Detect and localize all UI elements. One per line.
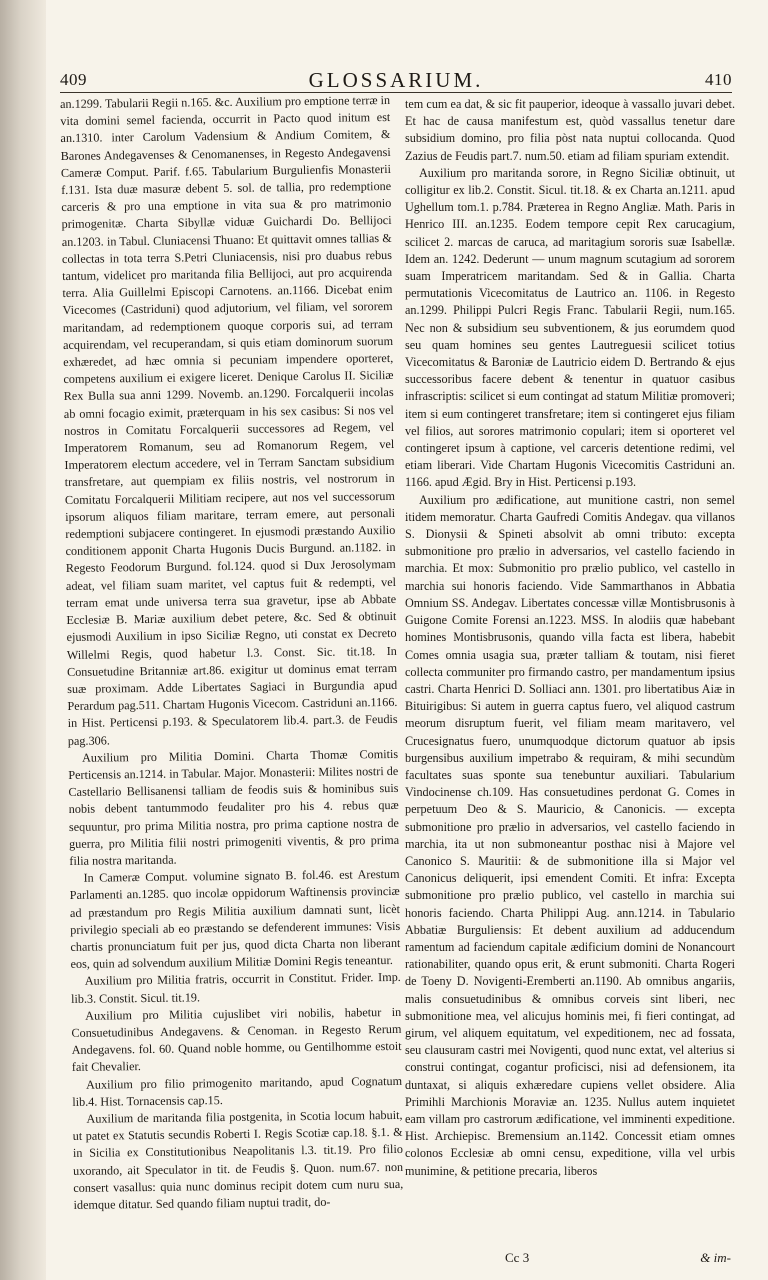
right-paragraph: Auxilium pro ædificatione, aut munitione castri, non semel itidem memoratur. Charta Gaufredi Comitis Andegav. qua villanos S. Dionysii & Spineti absolvit ab omni tributo: excepta submonitione pro prælio in adversarios, vel castello faciendo in marchia. Et mox: Submonitio pro prælio publico, vel castello in marchia sui honoris faciendo. Vide Sammarthanos in Abbatia Omnium SS. Andegav. Libertates concessæ villæ Montisbrusonis à Guigone Comite Forensi an.1223. MSS. In alodiis quæ habebant homines Montisbrusonis, quando villa facta est libera, habebit Comes omnia usagia sua, præter talliam & toutam, nisi fieret collecta communiter pro firmando castro, per mandamentum ipsius castri. Charta Henrici D. Solliaci ann. 1301. pro libertatibus Aiæ in Bituirigibus: Si autem in guerra captus fuero, vel aliquod castrum meorum disruptum fuerit, vel filiam meam maritavero, vel Crucesignatus fuero, unumquodque dictorum quatuor ab ipsis burgensibus auxilium impetrabo & requiram, & mihi secundùm facultates suas sponte sua tenebuntur auxiliari. Tabularium Vindocinense ch.109. Has consuetudines perdonat G. Comes in perpetuum Deo & S. Mauricio, & Canonicis. — excepta submonitione pro prælio in adversarios, vel castello faciendo in marchia, ita ut non submoneantur posthac nisi à Majore vel Canonico S. Mauritii: & de submonitione illa si Major vel Canonicus deliquerit, ipsi emendent Comiti. Et infra: Excepta submonitione pro prælio publico, vel castello in marchia sui honoris faciendo. Charta Philippi Aug. ann.1214. in Tabulario Abbatiæ Burguliensis: Et debent auxilium ad adducendum ramentum ad faciendum capitale ædificium domini de Nonancourt rationabiliter, quando opus erit, & erunt submoniti. Charta Rogeri de Toeny D. Novigenti-Eremberti an.1190. Ab omnibus angariis, malis consuetudinibus & omnibus corveis sint liberi, nec submonitione mea, vel alicujus hominis mei, fi fieri contingat, ad girum, vel aliquem equitatum, vel expeditionem, nec ad fossata, seu clausuram castri mei Novigenti, quod nunc extat, vel alterius si construi contingat, cogantur proficisci, nisi ad defensionem, ita duntaxat, si aliquis exhæredare cupiens vellet obsidere. Alia Primihli Marchionis Moraviæ an. 1235. Nullus autem inquietet eam villam pro castrorum ædificatione, vel imminenti expeditione. Hist. Archiepisc. Bremensium an.1142. Concessit etiam omnes colonos Ecclesiæ ab omni censu, expeditione, villa vel urbis munimine, & petitione precaria, liberos (405, 492, 735, 1178)
left-paragraph: In Cameræ Comput. volumine signato B. fol.46. est Arestum Parlamenti an.1285. quo incolæ oppidorum Waftinensis provinciæ ad præstandum pro Regis Militia auxilium damnati sunt, licèt privilegio speciali ab eo præstando se defenderent immunes: Visis chartis pronunciatum fuit per jus, quod dicta Charta non liberant eos, quin ad solvendum auxilium Militiæ Domini Regis teneantur. (69, 867, 401, 972)
left-paragraph: Auxilium pro Militia cujuslibet viri nobilis, habetur in Consuetudinibus Andegavens. & Cenoman. in Regesto Rerum Andegavens. fol. 60. Quand noble homme, ou Gentilhomme estoit fait Chevalier. (71, 1004, 402, 1075)
left-page-number: 409 (60, 70, 87, 89)
page-footer (405, 1250, 735, 1270)
catchword: & im- (700, 1250, 731, 1265)
left-text-column (60, 92, 404, 1246)
right-paragraph: tem cum ea dat, & sic fit pauperior, ideoque à vassallo juvari debet. Et hac de causa manifestum est, quòd vassallus tenetur dare subsidium domino, pro filia pòst nata nuptui collocanda. Quod Zazius de Feudis part.7. num.50. etiam ad filiam spuriam extendit. (405, 97, 735, 163)
signature-mark: Cc 3 (505, 1250, 530, 1265)
left-paragraph: Auxilium pro filio primogenito maritando, apud Cognatum lib.4. Hist. Tornacensis cap.15. (72, 1073, 403, 1109)
left-paragraph: an.1299. Tabularii Regii n.165. &c. Auxilium pro emptione terræ in vita domini semel facienda, occurrit in Pacto quod initum est an.1310. inter Carolum Vadensium & Andium Comitem, & Barones Andegavenses & Cenomanenses, in Regesto Andegavensi Cameræ Comput. Parif. f.65. Tabularium Burgulienfis Monasterii f.131. Ista duæ masuræ debent 5. sol. de tallia, pro redemptione carceris & pro una emptione in vita sua & pro matrimonio primogenitæ. Charta Sibyllæ viduæ Guichardi Do. Bellijoci an.1203. in Tabul. Cluniacensi Thuano: Et quittavit omnes tallias & collectas in tota terra S.Petri Cluniacensis, nisi pro duabus rebus tantum, videlicet pro maritanda filia Bellijoci, aut pro acquirenda terra. Alia Guillelmi Episcopi Carnotens. an.1166. Dicebat enim Vicecomes (Castriduni) quod adjutorium, vel filiam, vel sororem maritandam, ad redemptionem quoque corporis sui, ad terram acquirendam, vel recuperandam, si quis etiam dominorum suorum exhæredet, ad hæc omnia si pecuniam impendere oporteret, competens auxilium ei exigere liceret. Denique Carolus II. Siciliæ Rex Bulla sua anni 1299. Novemb. an.1290. Forcalquerii incolas ab omni focagio eximit, præterquam in his sex casibus: Si nos vel nostros in Comitatu Forcalquerii successores ad Regem, vel Imperatorem Romanum, seu ad Romanorum Regem, vel Imperatorem electum accedere, vel in Terram Sanctam subsidium transfretare, aut quempiam ex filiis nostris, vel nostrorum in Comitatu Forcalquerii Militiam recipere, aut nos vel successorum ipsorum aliquos filiam maritare, terram emere, aut personali redemptioni subjacere contingeret. In ejusmodi præstando Auxilio conditionem apponit Charta Hugonis Ducis Burgund. an.1182. in Regesto Feodorum Burgund. fol.124. quod si Dux Jerosolymam adeat, vel filiam suam maritet, vel captus fuit & redempti, vel terram emat unde universa terra sua gravetur, ipse ab Abbate Ecclesiæ B. Mariæ auxilium debet petere, &c. Sed & obtinuit ejusmodi Auxilium in ipso Siciliæ Regno, uti constat ex Decreto Willelmi Regis, quod habetur l.3. Const. Sic. tit.18. In Consuetudine Britanniæ art.86. exigitur ut dominus emat terram suæ proximam. Adde Libertates Sagiaci in Burgundia apud Perardum pag.511. Chartam Hugonis Vicecom. Castriduni an.1166. in Hist. Perticensi p.193. & Speculatorem lib.4. part.3. de Feudis pag.306. (60, 92, 398, 748)
left-paragraph: Auxilium pro Militia fratris, occurrit in Constitut. Frider. Imp. lib.3. Constit. Sicul. tit.19. (70, 970, 401, 1006)
header-rule (60, 92, 732, 93)
right-text-column (405, 96, 735, 1246)
left-paragraph: Auxilium pro Militia Domini. Charta Thomæ Comitis Perticensis an.1214. in Tabular. Major. Monasterii: Milites nostri de Castellario Bellisanensi talliam de feodis suis & hominibus suis nobis debent tantummodo feudaliter pro his 4. rebus quæ sequuntur, pro prima Militia nostra, pro prima captione nostra de guerra, pro Militia filii nostri primogeniti viventis, & pro prima filia nostra maritanda. (68, 746, 400, 868)
running-head (60, 64, 732, 94)
running-title: GLOSSARIUM. (308, 68, 484, 92)
book-binding-edge (0, 0, 46, 1280)
left-paragraph: Auxilium de maritanda filia postgenita, in Scotia locum habuit, ut patet ex Statutis secundis Roberti I. Regis Scotiæ cap.18. §.1. & in Sicilia ex Constitutionibus Neapolitanis l.3. tit.19. Pro filio uxorando, ait Speculator in tit. de Feudis §. Quon. num.67. non consert vasallus: quia nunc dominus recipit dotem cum nuru sua, idemque ditatur. Sed quando filiam nuptui tradit, do- (72, 1107, 404, 1212)
right-page-number: 410 (705, 70, 732, 89)
right-paragraph: Auxilium pro maritanda sorore, in Regno Siciliæ obtinuit, ut colligitur ex lib.2. Constit. Sicul. tit.18. & ex Charta an.1211. apud Ughellum tom.1. p.784. Præterea in Regno Angliæ. Math. Paris in Henrico III. an.1235. Eodem tempore cepit Rex carucagium, scilicet 2. marcas de caruca, ad maritagium sororis suæ Isabellæ. Idem an. 1242. Dederunt — unum magnum scutagium ad sororem suam Imperatricem maritandam. Sed & in Gallia. Charta permutationis Vicecomitatus de Lautrico an. 1106. in Regesto an.1299. Philippi Pulcri Regis Franc. Tabularii Regii, num.165. Nec non & subsidium seu subventionem, & jus eorumdem quod seu quam homines seu gentes Lautreguesii scilicet totius Vicecomitatus & Baroniæ de Lautricio eidem D. Bertrando & ejus successoribus facere debent & tenentur in quatuor casibus infrascriptis: scilicet si eum contingat ad statum Militiæ promoveri; item si eum contingeret transfretare; item si contingeret ejus filiam vel filios, aut sorores matrimonio copulari; item si oporteret vel contingeret ipsum à captione, vel carceris detentione redimi, vel etiam liberari. Vide Chartam Hugonis Vicecomitis Castriduni an. 1166. apud Ægid. Bry in Hist. Perticensi p.193. (405, 165, 735, 490)
